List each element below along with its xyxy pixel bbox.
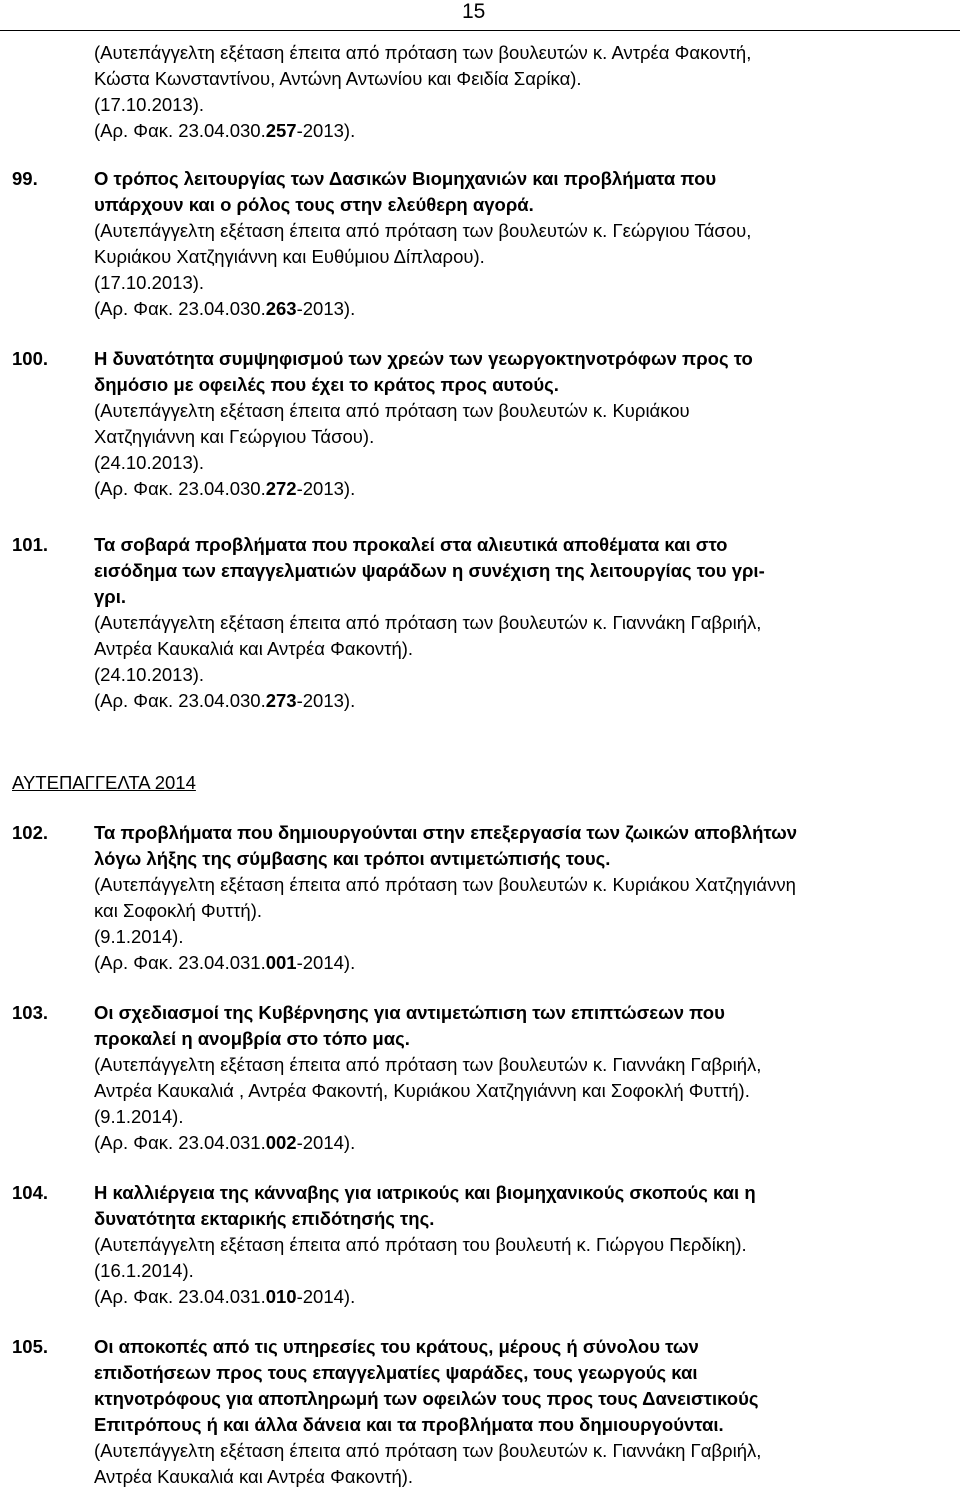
entry-104 xyxy=(12,1180,942,1310)
entry-title: Ο τρόπος λειτουργίας των Δασικών Βιομηχανιών και προβλήματα που xyxy=(94,168,717,189)
entry-date: (9.1.2014). xyxy=(94,926,184,947)
entry-text: (Αυτεπάγγελτη εξέταση έπειτα από πρόταση των βουλευτών κ. Γεώργιου Τάσου, xyxy=(94,220,752,241)
page-number: 15 xyxy=(462,0,486,23)
entry-text: Αντρέα Καυκαλιά , Αντρέα Φακοντή, Κυριάκου Χατζηγιάννη και Σοφοκλή Φυττή). xyxy=(94,1080,750,1101)
entry-file-ref: (Αρ. Φακ. 23.04.030.257-2013). xyxy=(94,120,356,141)
entry-text: (Αυτεπάγγελτη εξέταση έπειτα από πρόταση του βουλευτή κ. Γιώργου Περδίκη). xyxy=(94,1234,747,1255)
entry-title: εισόδημα των επαγγελματιών ψαράδων η συνέχιση της λειτουργίας του γρι- xyxy=(94,560,765,581)
entry-title: υπάρχουν και ο ρόλος τους στην ελεύθερη αγορά. xyxy=(94,194,534,215)
entry-title: δημόσιο με οφειλές που έχει το κράτος προς αυτούς. xyxy=(94,374,559,395)
entry-date: (9.1.2014). xyxy=(94,1106,184,1127)
entry-text: Αντρέα Καυκαλιά και Αντρέα Φακοντή). xyxy=(94,638,414,659)
entry-102 xyxy=(12,820,942,976)
entry-title: κτηνοτρόφους για αποπληρωμή των οφειλών τους προς τους Δανειστικούς xyxy=(94,1388,759,1409)
entry-text: (Αυτεπάγγελτη εξέταση έπειτα από πρόταση των βουλευτών κ. Κυριάκου xyxy=(94,400,690,421)
entry-title: Οι σχεδιασμοί της Κυβέρνησης για αντιμετώπιση των επιπτώσεων που xyxy=(94,1002,725,1023)
entry-105 xyxy=(12,1334,942,1490)
entry-title: Τα σοβαρά προβλήματα που προκαλεί στα αλιευτικά αποθέματα και στο xyxy=(94,534,728,555)
entry-date: (24.10.2013). xyxy=(94,664,205,685)
entry-number: 100. xyxy=(12,348,49,369)
entry-title: Επιτρόπους ή και άλλα δάνεια και τα προβλήματα που δημιουργούνται. xyxy=(94,1414,724,1435)
entry-title: Η καλλιέργεια της κάνναβης για ιατρικούς και βιομηχανικούς σκοπούς και η xyxy=(94,1182,756,1203)
entry-title: Η δυνατότητα συμψηφισμού των χρεών των γεωργοκτηνοτρόφων προς το xyxy=(94,348,753,369)
entry-number: 101. xyxy=(12,534,49,555)
entry-text: Κυριάκου Χατζηγιάννη και Ευθύμιου Δίπλαρου). xyxy=(94,246,485,267)
entry-number: 103. xyxy=(12,1002,49,1023)
entry-103 xyxy=(12,1000,942,1156)
entry-file-ref: (Αρ. Φακ. 23.04.031.001-2014). xyxy=(94,952,356,973)
entry-number: 102. xyxy=(12,822,49,843)
entry-text: (Αυτεπάγγελτη εξέταση έπειτα από πρόταση των βουλευτών κ. Γιαννάκη Γαβριήλ, xyxy=(94,1054,762,1075)
entry-text: Αντρέα Καυκαλιά και Αντρέα Φακοντή). xyxy=(94,1466,414,1487)
entry-text: και Σοφοκλή Φυττή). xyxy=(94,900,262,921)
entry-text: (Αυτεπάγγελτη εξέταση έπειτα από πρόταση των βουλευτών κ. Γιαννάκη Γαβριήλ, xyxy=(94,1440,762,1461)
entry-99 xyxy=(12,166,942,322)
entry-title: γρι. xyxy=(94,586,127,607)
entry-text: (Αυτεπάγγελτη εξέταση έπειτα από πρόταση των βουλευτών κ. Κυριάκου Χατζηγιάννη xyxy=(94,874,796,895)
entry-text: (Αυτεπάγγελτη εξέταση έπειτα από πρόταση των βουλευτών κ. Αντρέα Φακοντή, xyxy=(94,42,752,63)
entry-file-ref: (Αρ. Φακ. 23.04.031.002-2014). xyxy=(94,1132,356,1153)
entry-100 xyxy=(12,346,942,502)
entry-title: δυνατότητα εκταρικής επιδότησής της. xyxy=(94,1208,435,1229)
header-rule xyxy=(0,30,960,31)
entry-101 xyxy=(12,532,942,714)
entry-title: Οι αποκοπές από τις υπηρεσίες του κράτους, μέρους ή σύνολου των xyxy=(94,1336,699,1357)
entry-title: λόγω λήξης της σύμβασης και τρόποι αντιμετώπισής τους. xyxy=(94,848,611,869)
entry-date: (24.10.2013). xyxy=(94,452,205,473)
entry-continuation xyxy=(12,40,942,144)
entry-title: προκαλεί η ανομβρία στο τόπο μας. xyxy=(94,1028,410,1049)
entry-text: (Αυτεπάγγελτη εξέταση έπειτα από πρόταση των βουλευτών κ. Γιαννάκη Γαβριήλ, xyxy=(94,612,762,633)
entry-text: Χατζηγιάννη και Γεώργιου Τάσου). xyxy=(94,426,375,447)
entry-date: (16.1.2014). xyxy=(94,1260,194,1281)
section-heading: ΑΥΤΕΠΑΓΓΕΛΤΑ 2014 xyxy=(12,772,196,793)
entry-text: Κώστα Κωνσταντίνου, Αντώνη Αντωνίου και Φειδία Σαρίκα). xyxy=(94,68,582,89)
entry-title: επιδοτήσεων προς τους επαγγελματίες ψαράδες, τους γεωργούς και xyxy=(94,1362,698,1383)
entry-title: Τα προβλήματα που δημιουργούνται στην επεξεργασία των ζωικών αποβλήτων xyxy=(94,822,798,843)
entry-number: 105. xyxy=(12,1336,49,1357)
entry-number: 104. xyxy=(12,1182,49,1203)
entry-number: 99. xyxy=(12,168,38,189)
entry-file-ref: (Αρ. Φακ. 23.04.030.272-2013). xyxy=(94,478,356,499)
entry-date: (17.10.2013). xyxy=(94,94,205,115)
entry-file-ref: (Αρ. Φακ. 23.04.030.263-2013). xyxy=(94,298,356,319)
entry-file-ref: (Αρ. Φακ. 23.04.031.010-2014). xyxy=(94,1286,356,1307)
entry-date: (17.10.2013). xyxy=(94,272,205,293)
entry-file-ref: (Αρ. Φακ. 23.04.030.273-2013). xyxy=(94,690,356,711)
